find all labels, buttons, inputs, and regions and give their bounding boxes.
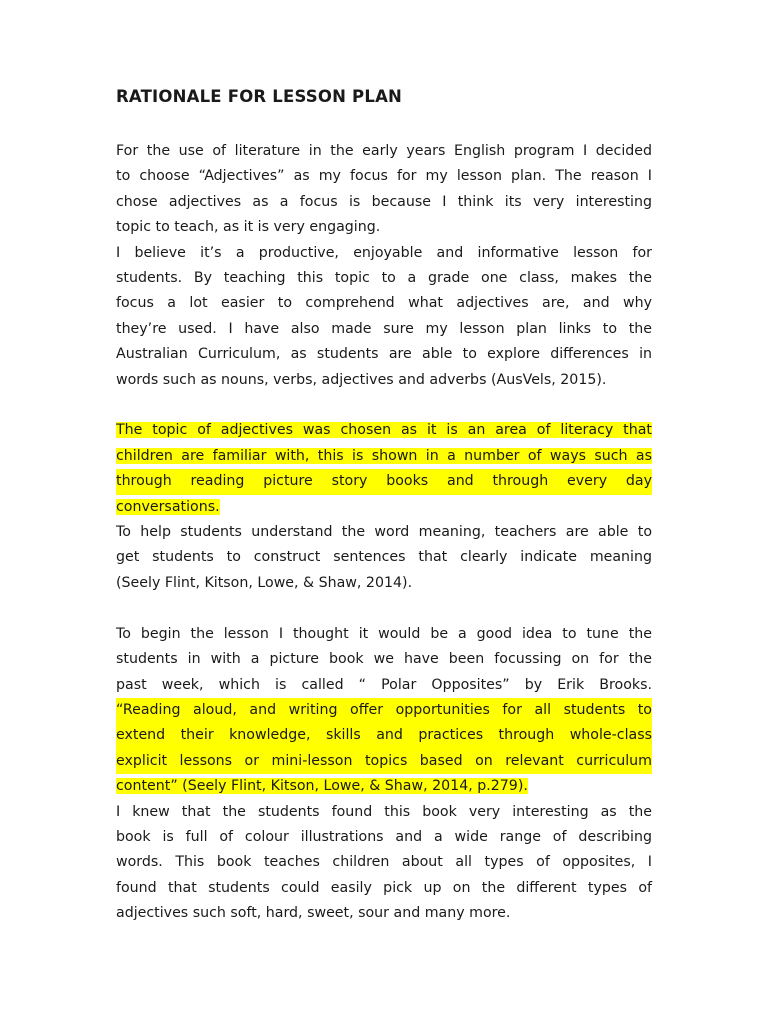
paragraph-lesson-start	[116, 622, 652, 800]
paragraph-topic-choice	[116, 139, 652, 241]
highlighted-text-line: explicit lessons or mini-lesson topics based on relevant curriculum	[116, 749, 652, 774]
text-line: words. This book teaches children about all types of opposites, I	[116, 854, 652, 871]
paragraph-curriculum	[116, 241, 652, 393]
text-line: to choose “Adjectives” as my focus for my lesson plan. The reason I	[116, 168, 652, 185]
highlighted-text-line: children are familiar with, this is shown in a number of ways such as	[116, 447, 652, 464]
text-line: (Seely Flint, Kitson, Lowe, & Shaw, 2014).	[116, 574, 413, 591]
paragraph-gap	[116, 596, 652, 621]
text-line: I believe it’s a productive, enjoyable and informative lesson for	[116, 244, 652, 261]
text-line: focus a lot easier to comprehend what adjectives are, and why	[116, 295, 652, 312]
highlighted-text-line: extend their knowledge, skills and practices through whole-class	[116, 723, 652, 748]
document-page	[116, 86, 652, 927]
highlighted-text-line: content” (Seely Flint, Kitson, Lowe, & Shaw, 2014, p.279).	[116, 778, 528, 795]
text-line: book is full of colour illustrations and a wide range of describing	[116, 828, 652, 845]
document-title: RATIONALE FOR LESSON PLAN	[116, 87, 403, 106]
paragraph-word-meaning	[116, 520, 652, 596]
text-line: To begin the lesson I thought it would be a good idea to tune the	[116, 625, 652, 642]
highlighted-text-line: through reading picture story books and through every day	[116, 469, 652, 494]
highlighted-text-line: “Reading aloud, and writing offer opportunities for all students to	[116, 698, 652, 723]
text-line: found that students could easily pick up on the different types of	[116, 879, 652, 896]
text-line: chose adjectives as a focus is because I think its very interesting	[116, 193, 652, 210]
text-line: students in with a picture book we have been focussing on for the	[116, 651, 652, 668]
text-line: get students to construct sentences that clearly indicate meaning	[116, 549, 652, 566]
highlighted-text-line: conversations.	[116, 498, 220, 515]
paragraph-book-interest	[116, 800, 652, 927]
text-line: topic to teach, as it is very engaging.	[116, 219, 381, 236]
highlighted-text-line: The topic of adjectives was chosen as it is an area of literacy that	[116, 422, 652, 439]
text-line: Australian Curriculum, as students are able to explore differences in	[116, 346, 652, 363]
text-line: past week, which is called “ Polar Opposites” by Erik Brooks.	[116, 676, 652, 693]
text-line: adjectives such soft, hard, sweet, sour and many more.	[116, 905, 511, 922]
paragraph-familiarity-highlighted	[116, 418, 652, 520]
text-line: I knew that the students found this book very interesting as the	[116, 803, 652, 820]
text-line: For the use of literature in the early years English program I decided	[116, 143, 652, 159]
text-line: words such as nouns, verbs, adjectives and adverbs (AusVels, 2015).	[116, 371, 607, 388]
paragraph-gap	[116, 393, 652, 418]
text-line: students. By teaching this topic to a grade one class, makes the	[116, 270, 652, 287]
text-line: To help students understand the word meaning, teachers are able to	[116, 524, 652, 541]
text-line: they’re used. I have also made sure my lesson plan links to the	[116, 320, 652, 337]
